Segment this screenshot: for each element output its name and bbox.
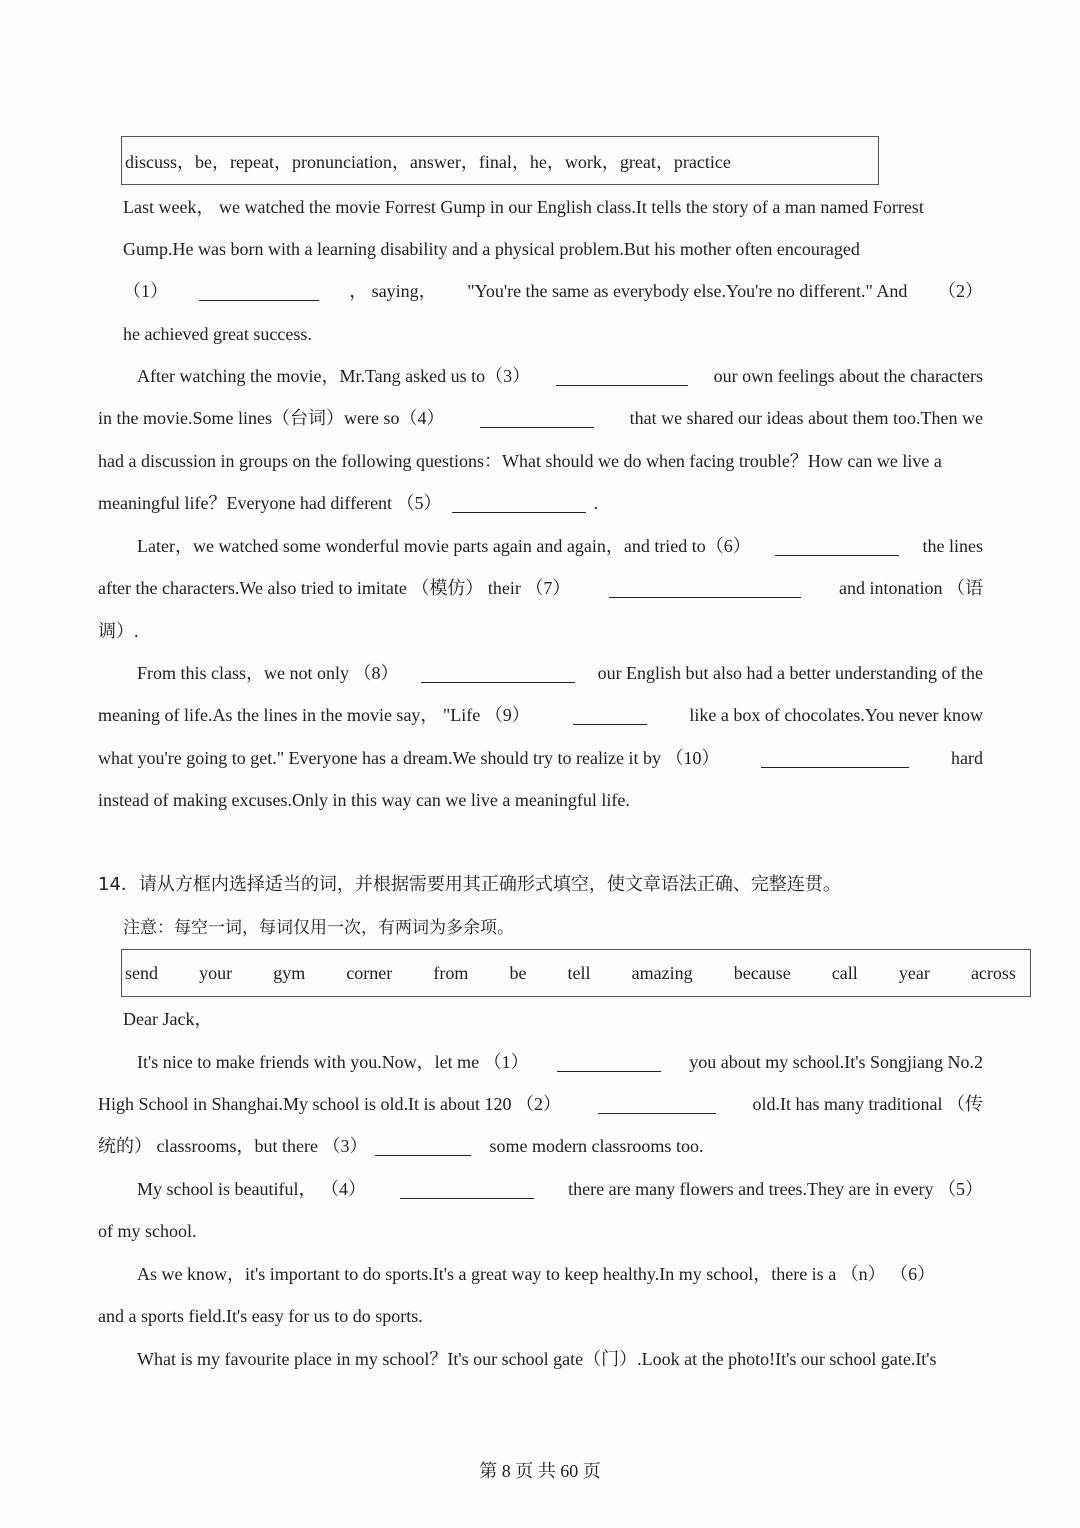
passage-line: After watching the movie，Mr.Tang asked us to（3） our own feelings about the characters [137, 366, 983, 386]
word-bank-word: amazing [631, 962, 693, 983]
blank-14-1[interactable] [557, 1053, 661, 1072]
blank-10[interactable] [761, 749, 909, 768]
blank-14-3[interactable] [375, 1137, 471, 1156]
passage-line: From this class，we not only （8） our English but also had a better understanding of the [137, 663, 983, 683]
blank-9[interactable] [573, 706, 647, 725]
passage-line: he achieved great success. [123, 324, 312, 344]
passage-line: It's nice to make friends with you.Now，let me （1） you about my school.It's Songjiang No.2 [137, 1052, 983, 1072]
blank-5[interactable] [452, 494, 586, 513]
page-footer: 第 8 页 共 60 页 [479, 1461, 601, 1481]
word-bank-word: call [831, 962, 858, 983]
word-bank-word: from [433, 962, 469, 983]
word-bank-word: year [898, 962, 930, 983]
passage-line: in the movie.Some lines（台词）were so（4） that we shared our ideas about them too.Then we [98, 408, 983, 428]
word-bank-word: be [509, 962, 527, 983]
blank-1[interactable] [199, 282, 319, 301]
passage-line: after the characters.We also tried to imitate （模仿） their （7） and intonation （语 [98, 578, 983, 598]
word-bank-word: send [125, 962, 158, 983]
passage-line: （1） ， saying， "You're the same as everybody else.You're no different." And （2） [123, 281, 983, 301]
word-bank-word: across [970, 962, 1016, 983]
word-bank-word: because [733, 962, 791, 983]
passage-line: meaning of life.As the lines in the movie say， "Life （9） like a box of chocolates.You never know [98, 705, 983, 725]
passage-line: and a sports field.It's easy for us to do sports. [98, 1306, 423, 1326]
passage-line: My school is beautiful， （4） there are many flowers and trees.They are in every （5） [137, 1179, 983, 1199]
passage-line: 统的） classrooms，but there （3） some modern classrooms too. [98, 1136, 704, 1156]
passage-line: What is my favourite place in my school？It's our school gate（门）.Look at the photo!It's our school gate.It's [137, 1349, 937, 1369]
blank-8[interactable] [421, 664, 575, 683]
passage-line: instead of making excuses.Only in this way can we live a meaningful life. [98, 790, 630, 810]
passage-line: what you're going to get." Everyone has a dream.We should try to realize it by （10） hard [98, 748, 983, 768]
passage-line: As we know，it's important to do sports.It's a great way to keep healthy.In my school，there is a （n） （6） [137, 1264, 936, 1284]
passage-line: had a discussion in groups on the following questions：What should we do when facing trouble？How can we live a [98, 451, 942, 471]
word-bank-box-14 [121, 949, 1031, 997]
passage-line: Gump.He was born with a learning disability and a physical problem.But his mother often encouraged [123, 239, 860, 259]
passage-line: Last week， we watched the movie Forrest Gump in our English class.It tells the story of a man named Forrest [123, 197, 924, 217]
blank-14-4[interactable] [400, 1180, 534, 1199]
letter-greeting: Dear Jack， [123, 1009, 213, 1029]
passage-line: 调）. [98, 621, 139, 641]
passage-line: High School in Shanghai.My school is old.It is about 120 （2） old.It has many traditional （传 [98, 1094, 983, 1114]
word-bank-box-13 [121, 136, 879, 185]
blank-3[interactable] [556, 367, 688, 386]
word-bank-word: gym [273, 962, 306, 983]
word-bank-text: discuss，be，repeat，pronunciation，answer，final，he，work，great，practice [125, 151, 731, 172]
passage-line: Later，we watched some wonderful movie parts again and again，and tried to（6） the lines [137, 536, 983, 556]
word-bank-word: corner [346, 962, 393, 983]
blank-4[interactable] [480, 409, 594, 428]
question-14-heading: 14．请从方框内选择适当的词，并根据需要用其正确形式填空，使文章语法正确、完整连贯。 [98, 874, 841, 895]
word-bank-word: tell [567, 962, 591, 983]
blank-6[interactable] [775, 537, 899, 556]
blank-7[interactable] [609, 579, 801, 598]
question-14-note: 注意：每空一词，每词仅用一次，有两词为多余项。 [123, 918, 514, 938]
word-bank-word: your [199, 962, 233, 983]
passage-line: meaningful life？Everyone had different （5） . [98, 493, 599, 513]
blank-14-2[interactable] [598, 1095, 716, 1114]
passage-line: of my school. [98, 1221, 197, 1241]
